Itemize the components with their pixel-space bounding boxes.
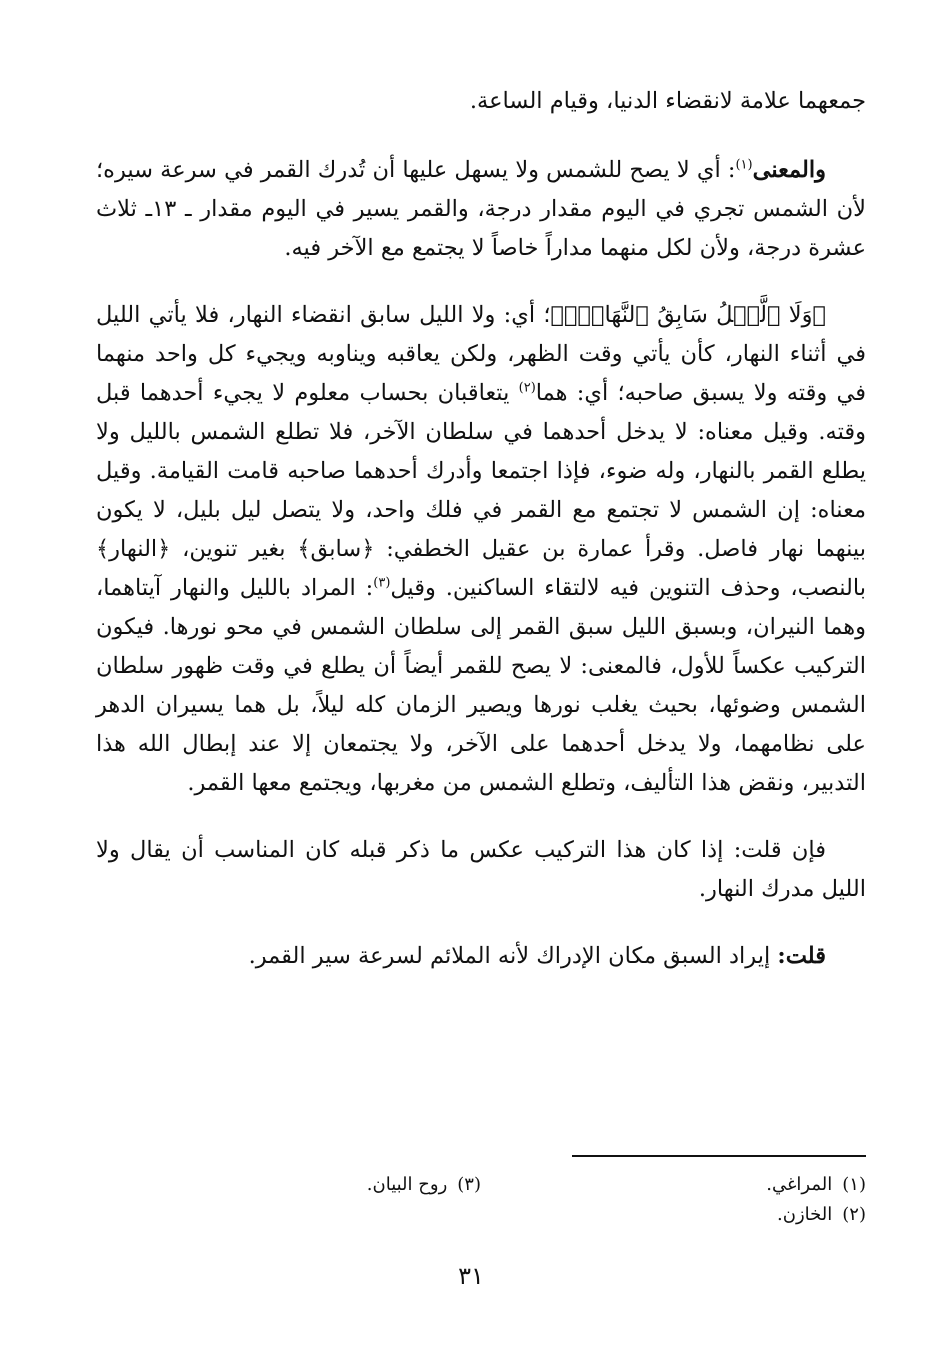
footnote-3-text: روح البيان.	[366, 1174, 448, 1195]
footnote-divider	[572, 1155, 866, 1157]
footnote-1-text: المراغي.	[766, 1174, 833, 1195]
footnotes	[96, 1170, 866, 1230]
meaning-lead-word: والمعنى	[752, 157, 826, 183]
page-number: ٣١	[458, 1262, 484, 1290]
paragraph-opening	[96, 82, 866, 121]
answer-lead-word: قلت:	[777, 943, 826, 969]
paragraph-opening-text: جمعهما علامة لانقضاء الدنيا، وقيام الساعة.	[469, 88, 866, 114]
footnote-1	[481, 1170, 866, 1200]
footnote-ref-2: (٢)	[518, 380, 536, 396]
footnote-3	[96, 1170, 481, 1200]
footnote-2	[481, 1200, 866, 1230]
paragraph-verse-commentary	[96, 296, 866, 803]
footnote-3-number: (٣)	[457, 1174, 481, 1195]
footnote-row-2	[96, 1200, 866, 1230]
meaning-text: : أي لا يصح للشمس ولا يسهل عليها أن تُدرك القمر في سرعة سيره؛ لأن الشمس تجري في اليوم مقدار درجة، والقمر يسير في اليوم مقدار ـ ١٣ـ ثلاث عشرة درجة، ولأن لكل منهما مداراً خاصاً لا يجتمع مع الآخر فيه.	[96, 157, 866, 261]
footnote-ref-1: (١)	[735, 157, 753, 173]
answer-text: إيراد السبق مكان الإدراك لأنه الملائم لسرعة سير القمر.	[248, 943, 778, 969]
verse-commentary-part-b: يتعاقبان بحساب معلوم لا يجيء أحدهما قبل وقته. وقيل معناه: لا يدخل أحدهما في سلطان الآخر، فلا تطلع الشمس بالليل ولا يطلع القمر بالنهار، وله ضوء، فإذا اجتمعا وأدرك أحدهما صاحبه قامت القيامة. وقيل معناه: إن الشمس لا تجتمع مع القمر في فلك واحد، ولا يتصل ليل بليل، لا يكون بينهما نهار فاصل. وقرأ عمارة بن عقيل الخطفي: ﴿سابق﴾ بغير تنوين، ﴿النهار﴾ بالنصب، وحذف التنوين فيه لالتقاء الساكنين. وقيل	[96, 380, 866, 601]
paragraph-meaning	[96, 151, 866, 268]
paragraph-question	[96, 831, 866, 909]
verse-commentary-part-a: ﴿وَلَا ٱلَّيۡلُ سَابِقُ ٱلنَّهَارِۚ﴾؛ أي: ولا الليل سابق انقضاء النهار، فلا يأتي الليل في أثناء النهار، كأن يأتي وقت الظهر، ولكن يعاقبه ويناوبه ويجيء كل واحد منهما في وقته ولا يسبق صاحبه؛ أي: هما	[96, 302, 866, 406]
paragraph-answer	[96, 937, 866, 976]
footnote-1-number: (١)	[842, 1174, 866, 1195]
footnote-row-1	[96, 1170, 866, 1200]
page-body	[96, 82, 866, 976]
footnote-2-number: (٢)	[842, 1204, 866, 1225]
question-text: فإن قلت: إذا كان هذا التركيب عكس ما ذكر قبله كان المناسب أن يقال ولا الليل مدرك النهار.	[96, 837, 866, 902]
verse-commentary-part-c: : المراد بالليل والنهار آيتاهما، وهما النيران، وبسبق الليل سبق القمر إلى سلطان الشمس في محو نورها. فيكون التركيب عكساً للأول، فالمعنى: لا يصح للقمر أيضاً أن يطلع في وقت ظهور سلطان الشمس وضوئها، بحيث يغلب نورها ويصير الزمان كله ليلاً، بل هما يسيران الدهر على نظامهما، ولا يدخل أحدهما على الآخر، ولا يجتمعان إلا عند إبطال الله هذا التدبير، ونقض هذا التأليف، وتطلع الشمس من مغربها، ويجتمع معها القمر.	[96, 575, 866, 796]
footnote-ref-3: (٣)	[373, 575, 391, 591]
footnote-2-text: الخازن.	[777, 1204, 833, 1225]
